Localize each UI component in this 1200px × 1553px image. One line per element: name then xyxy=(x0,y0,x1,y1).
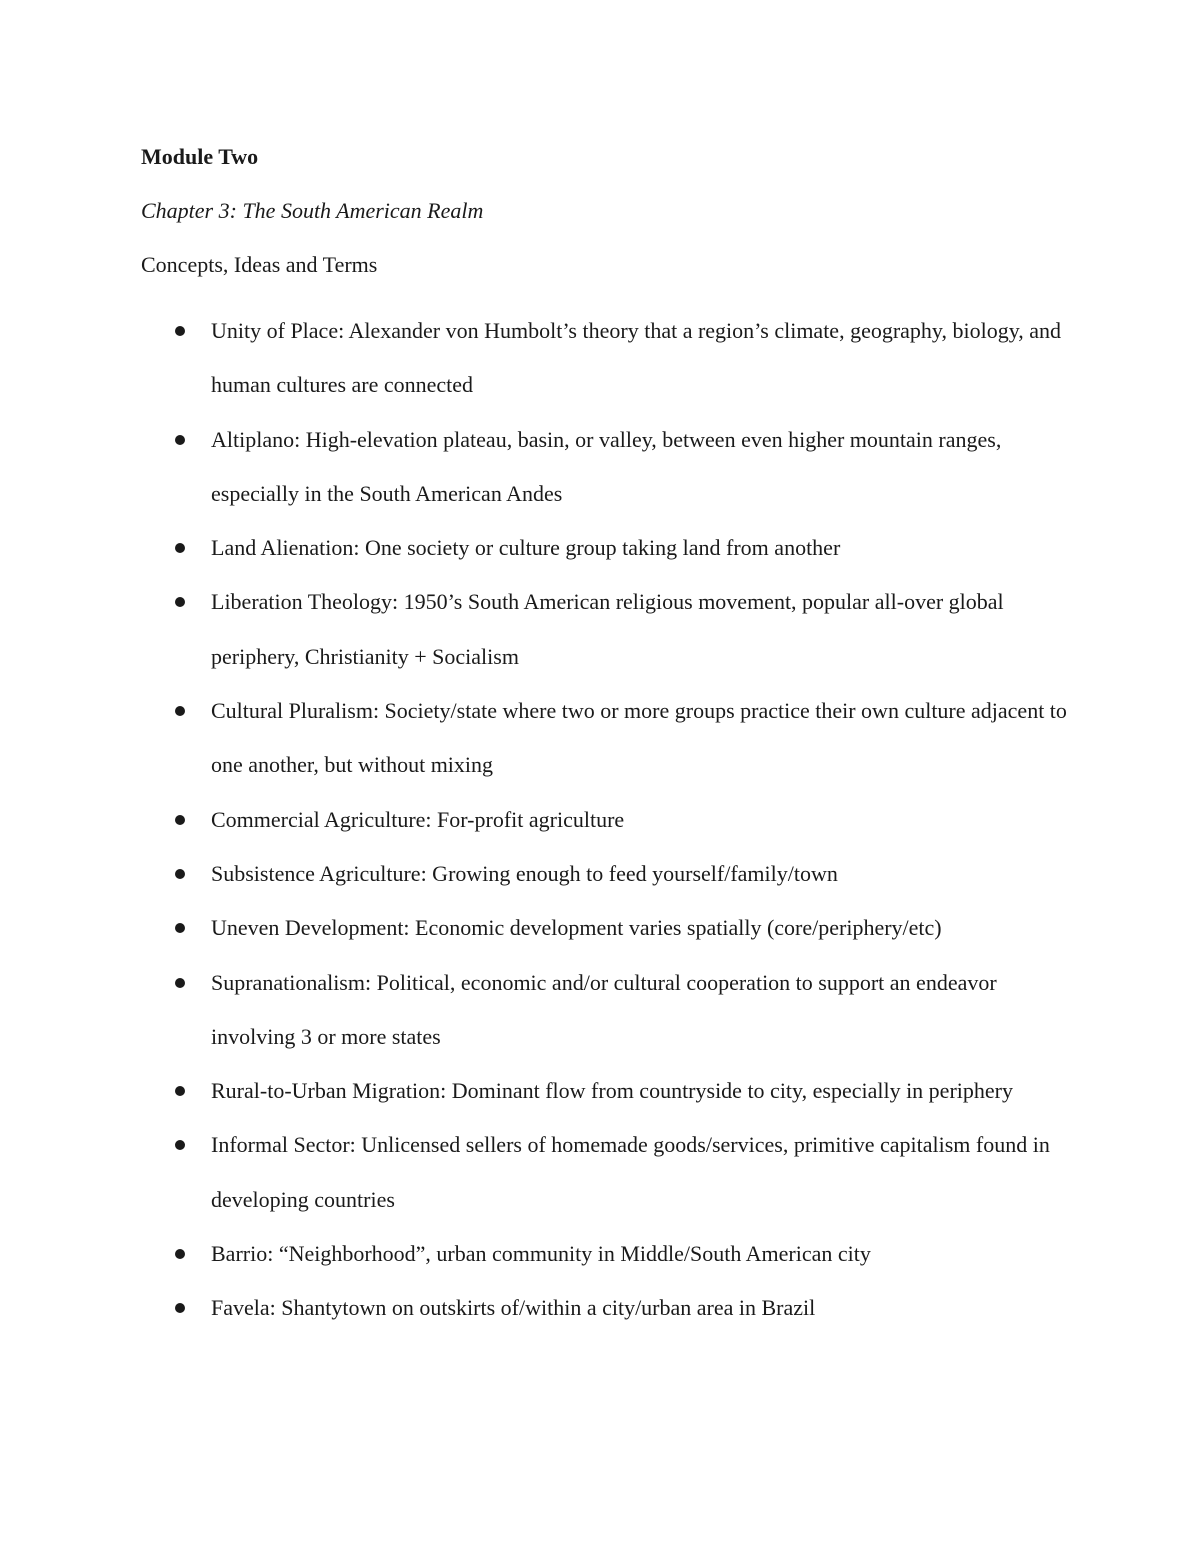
term-text: Supranationalism: Political, economic and/or cultural cooperation to support an endeavor involving 3 or more states xyxy=(211,969,997,1049)
module-title: Module Two xyxy=(141,144,259,169)
term-text: Rural-to-Urban Migration: Dominant flow from countryside to city, especially in periphery xyxy=(211,1078,1013,1104)
term-item xyxy=(0,1118,1200,1227)
bullet-icon xyxy=(175,326,185,336)
term-item xyxy=(0,521,1200,575)
bullet-icon xyxy=(175,923,185,933)
term-item xyxy=(0,684,1200,793)
term-text: Subsistence Agriculture: Growing enough to feed yourself/family/town xyxy=(211,860,838,886)
term-text: Uneven Development: Economic development varies spatially (core/periphery/etc) xyxy=(211,915,942,941)
term-text: Liberation Theology: 1950’s South American religious movement, popular all-over global periphery, Christianity + Socialism xyxy=(211,589,1004,669)
terms-list xyxy=(0,304,1200,1336)
term-text: Land Alienation: One society or culture group taking land from another xyxy=(211,535,841,561)
term-item xyxy=(0,1064,1200,1118)
term-item xyxy=(0,413,1200,522)
term-text: Cultural Pluralism: Society/state where two or more groups practice their own culture adjacent to one another, but without mixing xyxy=(211,698,1067,778)
section-label: Concepts, Ideas and Terms xyxy=(141,252,378,277)
term-text: Barrio: “Neighborhood”, urban community in Middle/South American city xyxy=(211,1241,871,1267)
bullet-icon xyxy=(175,435,185,445)
term-item xyxy=(0,1281,1200,1335)
term-item xyxy=(0,956,1200,1065)
bullet-icon xyxy=(175,869,185,879)
bullet-icon xyxy=(175,978,185,988)
term-text: Favela: Shantytown on outskirts of/within a city/urban area in Brazil xyxy=(211,1295,816,1321)
bullet-icon xyxy=(175,1303,185,1313)
bullet-icon xyxy=(175,1140,185,1150)
term-item xyxy=(0,847,1200,901)
term-text: Unity of Place: Alexander von Humbolt’s theory that a region’s climate, geography, biology, and human cultures are connected xyxy=(211,318,1062,398)
term-text: Commercial Agriculture: For-profit agriculture xyxy=(211,806,625,832)
term-item xyxy=(0,1227,1200,1281)
term-text: Altiplano: High-elevation plateau, basin, or valley, between even higher mountain ranges, especially in the South American Andes xyxy=(211,426,1002,506)
term-item xyxy=(0,901,1200,955)
bullet-icon xyxy=(175,1086,185,1096)
bullet-icon xyxy=(175,543,185,553)
term-item xyxy=(0,304,1200,413)
term-item xyxy=(0,575,1200,684)
bullet-icon xyxy=(175,597,185,607)
bullet-icon xyxy=(175,1249,185,1259)
term-text: Informal Sector: Unlicensed sellers of homemade goods/services, primitive capitalism found in developing countries xyxy=(211,1132,1050,1212)
bullet-icon xyxy=(175,815,185,825)
chapter-title: Chapter 3: The South American Realm xyxy=(141,198,484,223)
bullet-icon xyxy=(175,706,185,716)
term-item xyxy=(0,793,1200,847)
